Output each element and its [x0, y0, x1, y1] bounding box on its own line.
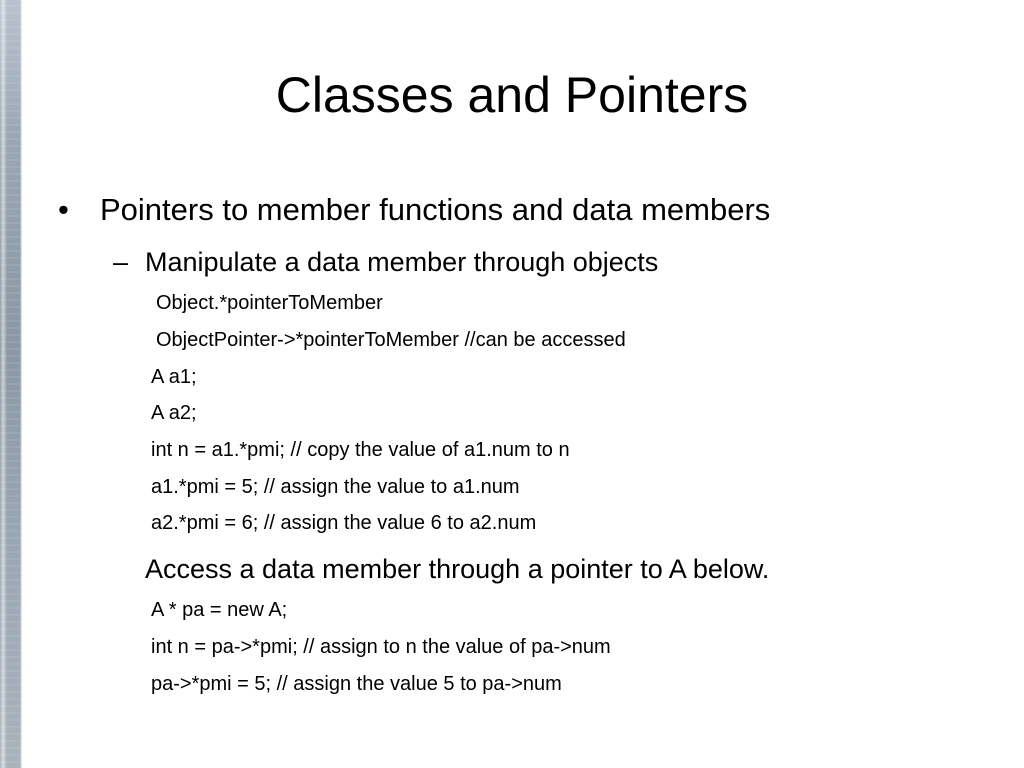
bullet-text: Pointers to member functions and data members: [100, 192, 771, 227]
code-line: A * pa = new A;: [151, 599, 288, 621]
sub-text: Access a data member through a pointer to A below.: [145, 554, 770, 584]
bullet-symbol: •: [58, 192, 69, 227]
code-line: a2.*pmi = 6; // assign the value 6 to a2.num: [151, 512, 537, 534]
sub-bullet-text: Manipulate a data member through objects: [145, 247, 659, 277]
sub-bullet-item: [113, 244, 658, 280]
code-line: a1.*pmi = 5; // assign the value to a1.num: [151, 476, 520, 498]
slide-title: Classes and Pointers: [275, 67, 749, 123]
code-line: ObjectPointer->*pointerToMember //can be accessed: [156, 329, 626, 351]
code-line: int n = pa->*pmi; // assign to n the value of pa->num: [151, 636, 611, 658]
sub-bullet-symbol: –: [113, 247, 129, 277]
code-line: int n = a1.*pmi; // copy the value of a1.num to n: [151, 439, 570, 461]
bullet-item: [58, 190, 770, 230]
code-line: pa->*pmi = 5; // assign the value 5 to pa->num: [151, 673, 562, 695]
code-line: A a2;: [151, 402, 197, 424]
code-line: Object.*pointerToMember: [156, 292, 383, 314]
code-line: A a1;: [151, 366, 197, 388]
